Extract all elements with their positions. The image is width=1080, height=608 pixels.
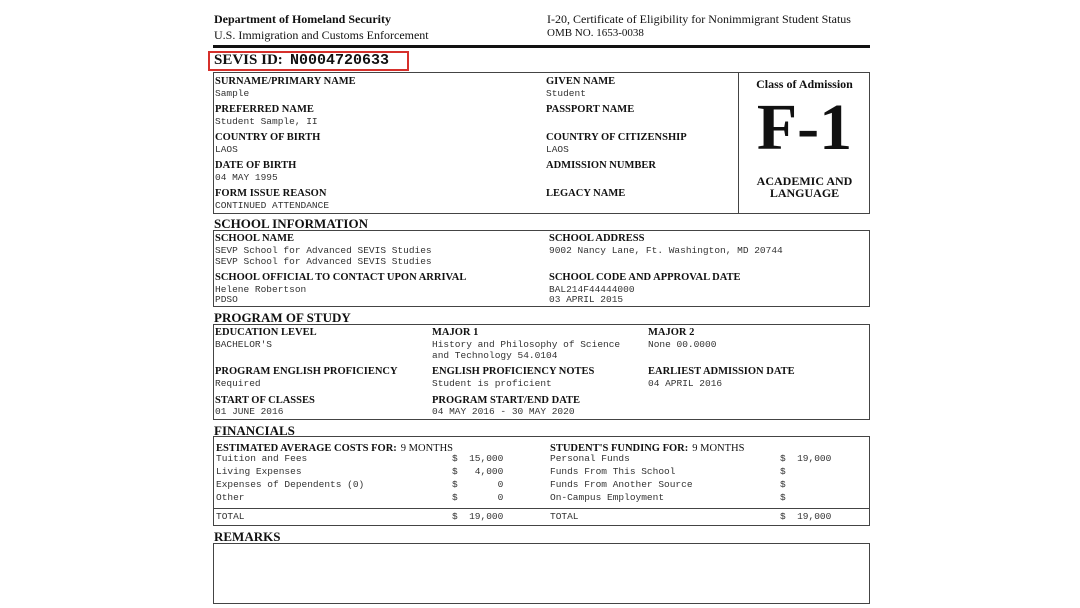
country-of-birth-value: LAOS <box>215 144 238 155</box>
major-1-value-2: and Technology 54.0104 <box>432 350 558 361</box>
funding-item: Funds From Another Source <box>550 479 693 490</box>
funding-total-label: TOTAL <box>550 511 579 522</box>
form-issue-reason-value: CONTINUED ATTENDANCE <box>215 200 330 211</box>
major-2-value: None 00.0000 <box>648 339 717 350</box>
country-of-citizenship-value: LAOS <box>546 144 569 155</box>
cost-amount: $ 15,000 <box>452 453 504 464</box>
costs-total-label: TOTAL <box>216 511 245 522</box>
school-approval-date: 03 APRIL 2015 <box>549 294 624 305</box>
financials-heading: FINANCIALS <box>214 423 295 438</box>
date-of-birth-value: 04 MAY 1995 <box>215 172 278 183</box>
program-dates-value: 04 MAY 2016 - 30 MAY 2020 <box>432 406 575 417</box>
program-dates-label: PROGRAM START/END DATE <box>432 395 580 406</box>
surname-value: Sample <box>215 88 250 99</box>
form-title: I-20, Certificate of Eligibility for Nonimmigrant Student Status <box>547 12 851 26</box>
school-information-heading: SCHOOL INFORMATION <box>214 216 368 231</box>
funding-amount: $ <box>780 492 786 503</box>
major-1-label: MAJOR 1 <box>432 327 479 338</box>
legacy-name-label: LEGACY NAME <box>546 188 626 199</box>
school-address-label: SCHOOL ADDRESS <box>549 233 645 244</box>
country-of-citizenship-label: COUNTRY OF CITIZENSHIP <box>546 132 687 143</box>
start-of-classes-value: 01 JUNE 2016 <box>215 406 284 417</box>
school-name-value-2: SEVP School for Advanced SEVIS Studies <box>215 256 432 267</box>
school-official-label: SCHOOL OFFICIAL TO CONTACT UPON ARRIVAL <box>215 272 467 283</box>
remarks-heading: REMARKS <box>214 529 281 544</box>
funding-amount: $ <box>780 479 786 490</box>
sub-agency-name: U.S. Immigration and Customs Enforcement <box>214 28 429 42</box>
cost-amount: $ 0 <box>452 492 504 503</box>
english-proficiency-value: Required <box>215 378 261 389</box>
admission-number-label: ADMISSION NUMBER <box>546 160 656 171</box>
school-address-value: 9002 Nancy Lane, Ft. Washington, MD 20744 <box>549 245 783 256</box>
remarks-box <box>213 543 870 604</box>
earliest-admission-label: EARLIEST ADMISSION DATE <box>648 366 795 377</box>
funding-label: STUDENT'S FUNDING FOR: <box>550 443 689 454</box>
form-issue-reason-label: FORM ISSUE REASON <box>215 188 327 199</box>
major-2-label: MAJOR 2 <box>648 327 695 338</box>
school-name-label: SCHOOL NAME <box>215 233 295 244</box>
funding-period: 9 MONTHS <box>692 443 745 454</box>
date-of-birth-label: DATE OF BIRTH <box>215 160 297 171</box>
school-official-title: PDSO <box>215 294 238 305</box>
cost-amount: $ 0 <box>452 479 504 490</box>
costs-label: ESTIMATED AVERAGE COSTS FOR: <box>216 443 397 454</box>
preferred-name-label: PREFERRED NAME <box>215 104 314 115</box>
school-code-label: SCHOOL CODE AND APPROVAL DATE <box>549 272 741 283</box>
given-name-value: Student <box>546 88 586 99</box>
preferred-name-value: Student Sample, II <box>215 116 318 127</box>
class-of-admission-label: Class of Admission <box>756 77 853 91</box>
class-of-admission-code: F-1 <box>756 91 853 164</box>
earliest-admission-value: 04 APRIL 2016 <box>648 378 723 389</box>
education-level-value: BACHELOR'S <box>215 339 273 350</box>
class-of-admission-desc-2: LANGUAGE <box>769 186 840 200</box>
sevis-id-value: N0004720633 <box>290 52 390 69</box>
program-of-study-heading: PROGRAM OF STUDY <box>214 310 351 325</box>
class-of-admission-desc-1: ACADEMIC AND <box>756 174 853 188</box>
english-notes-label: ENGLISH PROFICIENCY NOTES <box>432 366 595 377</box>
cost-item: Living Expenses <box>216 466 302 477</box>
school-code-value: BAL214F44444000 <box>549 284 635 295</box>
agency-name: Department of Homeland Security <box>214 12 391 26</box>
given-name-label: GIVEN NAME <box>546 76 616 87</box>
english-notes-value: Student is proficient <box>432 378 552 389</box>
financials-total-divider <box>213 508 870 509</box>
funding-total-value: $ 19,000 <box>780 511 832 522</box>
major-1-value-1: History and Philosophy of Science <box>432 339 621 350</box>
surname-label: SURNAME/PRIMARY NAME <box>215 76 356 87</box>
start-of-classes-label: START OF CLASSES <box>215 395 315 406</box>
country-of-birth-label: COUNTRY OF BIRTH <box>215 132 321 143</box>
english-proficiency-label: PROGRAM ENGLISH PROFICIENCY <box>215 366 398 377</box>
education-level-label: EDUCATION LEVEL <box>215 327 317 338</box>
funding-amount: $ 19,000 <box>780 453 832 464</box>
cost-item: Tuition and Fees <box>216 453 308 464</box>
omb-number: OMB NO. 1653-0038 <box>547 27 644 39</box>
cost-item: Other <box>216 492 245 503</box>
funding-item: Funds From This School <box>550 466 676 477</box>
cost-item: Expenses of Dependents (0) <box>216 479 365 490</box>
costs-total-value: $ 19,000 <box>452 511 504 522</box>
cost-amount: $ 4,000 <box>452 466 504 477</box>
school-information-box <box>213 230 870 307</box>
passport-name-label: PASSPORT NAME <box>546 104 635 115</box>
funding-item: On-Campus Employment <box>550 492 665 503</box>
header-rule <box>213 45 870 48</box>
funding-amount: $ <box>780 466 786 477</box>
school-name-value-1: SEVP School for Advanced SEVIS Studies <box>215 245 432 256</box>
sevis-id-label: SEVIS ID: <box>214 52 283 68</box>
funding-item: Personal Funds <box>550 453 630 464</box>
costs-period: 9 MONTHS <box>400 443 453 454</box>
school-official-name: Helene Robertson <box>215 284 307 295</box>
